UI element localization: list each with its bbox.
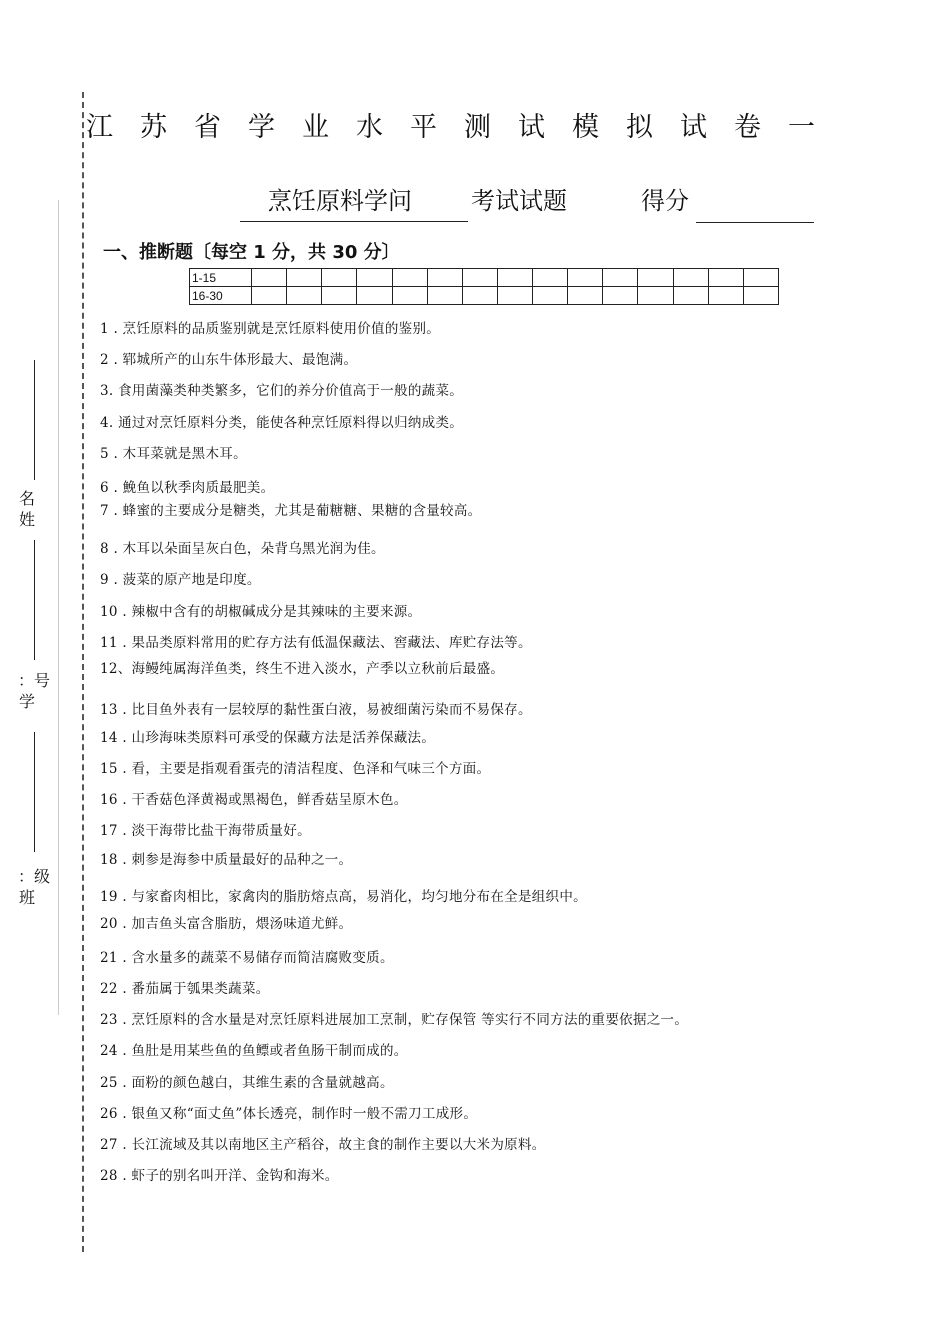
answer-cell[interactable] (252, 287, 287, 305)
class-label: ：级 班 (18, 867, 51, 907)
question-item: 18 . 刺参是海参中质量最好的品种之一。 (100, 852, 353, 868)
answer-cell[interactable] (743, 269, 778, 287)
question-item: 3. 食用菌藻类种类繁多，它们的养分价值高于一般的蔬菜。 (100, 383, 464, 399)
answer-cell[interactable] (322, 269, 357, 287)
answer-row (190, 269, 779, 287)
question-item: 23 . 烹饪原料的含水量是对烹饪原料进展加工烹制，贮存保管 等实行不同方法的重要依据之一。 (100, 1012, 689, 1028)
answer-cell[interactable] (568, 287, 603, 305)
answer-cell[interactable] (392, 269, 427, 287)
answer-cell[interactable] (638, 287, 673, 305)
answer-cell[interactable] (708, 287, 743, 305)
answer-row (190, 287, 779, 305)
question-item: 7 . 蜂蜜的主要成分是糖类，尤其是葡糖糖、果糖的含量较高。 (100, 503, 482, 519)
question-item: 16 . 干香菇色泽黄褐或黑褐色，鲜香菇呈原木色。 (100, 792, 408, 808)
answer-cell[interactable] (462, 269, 497, 287)
answer-cell[interactable] (497, 287, 532, 305)
name-label: 名 姓 (18, 489, 35, 529)
question-item: 6 . 鮸鱼以秋季肉质最肥美。 (100, 480, 275, 496)
question-item: 21 . 含水量多的蔬菜不易储存而简洁腐败变质。 (100, 950, 394, 966)
answer-cell[interactable] (392, 287, 427, 305)
question-item: 15 . 看，主要是指观看蛋壳的清洁程度、色泽和气味三个方面。 (100, 761, 491, 777)
answer-cell[interactable] (322, 287, 357, 305)
answer-cell[interactable] (743, 287, 778, 305)
question-item: 9 . 菠菜的原产地是印度。 (100, 572, 261, 588)
question-item: 14 . 山珍海味类原料可承受的保藏方法是活养保藏法。 (100, 730, 436, 746)
course-name: 烹饪原料学问 (240, 182, 468, 222)
answer-cell[interactable] (462, 287, 497, 305)
question-item: 25 . 面粉的颜色越白，其维生素的含量就越高。 (100, 1075, 394, 1091)
question-item: 28 . 虾子的别名叫开洋、金钩和海米。 (100, 1168, 339, 1184)
question-item: 13 . 比目鱼外表有一层较厚的黏性蛋白液，易被细菌污染而不易保存。 (100, 702, 532, 718)
question-item: 2 . 郓城所产的山东牛体形最大、最饱满。 (100, 352, 358, 368)
answer-cell[interactable] (638, 269, 673, 287)
question-item: 22 . 番茄属于瓠果类蔬菜。 (100, 981, 270, 997)
answer-cell[interactable] (533, 269, 568, 287)
answer-cell[interactable] (603, 287, 638, 305)
answer-cell[interactable] (287, 269, 322, 287)
question-item: 24 . 鱼肚是用某些鱼的鱼鳔或者鱼肠干制而成的。 (100, 1043, 408, 1059)
answer-cell[interactable] (568, 269, 603, 287)
student-id-label: ：号 学 (18, 671, 51, 711)
answer-cell[interactable] (533, 287, 568, 305)
answer-cell[interactable] (357, 287, 392, 305)
question-item: 8 . 木耳以朵面呈灰白色，朵背乌黑光润为佳。 (100, 541, 385, 557)
answer-cell[interactable] (427, 269, 462, 287)
name-line-bottom (34, 540, 35, 660)
question-item: 26 . 银鱼又称“面丈鱼”体长透亮，制作时一般不需刀工成形。 (100, 1106, 478, 1122)
name-line-top (34, 360, 35, 480)
exam-title: 江苏省学业水平测试模拟试卷一 (86, 112, 842, 143)
question-item: 27 . 长江流域及其以南地区主产稻谷，故主食的制作主要以大米为原料。 (100, 1137, 546, 1153)
answer-table (189, 268, 779, 305)
answer-cell[interactable] (357, 269, 392, 287)
answer-cell[interactable] (673, 269, 708, 287)
answer-cell[interactable] (287, 287, 322, 305)
question-item: 17 . 淡干海带比盐干海带质量好。 (100, 823, 311, 839)
question-item: 11 . 果品类原料常用的贮存方法有低温保藏法、窖藏法、库贮存法等。 (100, 635, 532, 651)
binding-dashed-line (82, 92, 84, 1252)
question-item: 12、海鳗纯属海洋鱼类，终生不进入淡水，产季以立秋前后最盛。 (100, 661, 505, 677)
question-item: 1 . 烹饪原料的品质鉴别就是烹饪原料使用价值的鉴别。 (100, 321, 441, 337)
section-title: 一、推断题〔每空 1 分，共 30 分〕 (103, 242, 400, 263)
exam-label: 考试试题 (471, 187, 567, 215)
answer-row-label: 16-30 (190, 287, 252, 305)
score-blank[interactable] (696, 222, 814, 223)
question-item: 5 . 木耳菜就是黑木耳。 (100, 446, 247, 462)
question-item: 10 . 辣椒中含有的胡椒碱成分是其辣味的主要来源。 (100, 604, 422, 620)
score-label: 得分 (641, 187, 689, 215)
question-item: 20 . 加吉鱼头富含脂肪，煨汤味道尤鲜。 (100, 916, 353, 932)
answer-cell[interactable] (673, 287, 708, 305)
answer-cell[interactable] (603, 269, 638, 287)
binding-margin-line (58, 200, 59, 1015)
question-item: 4. 通过对烹饪原料分类，能使各种烹饪原料得以归纳成类。 (100, 415, 464, 431)
answer-cell[interactable] (708, 269, 743, 287)
answer-cell[interactable] (252, 269, 287, 287)
answer-row-label: 1-15 (190, 269, 252, 287)
answer-cell[interactable] (497, 269, 532, 287)
answer-cell[interactable] (427, 287, 462, 305)
question-item: 19 . 与家畜肉相比，家禽肉的脂肪熔点高，易消化，均匀地分布在全是组织中。 (100, 889, 587, 905)
student-id-line (34, 732, 35, 852)
